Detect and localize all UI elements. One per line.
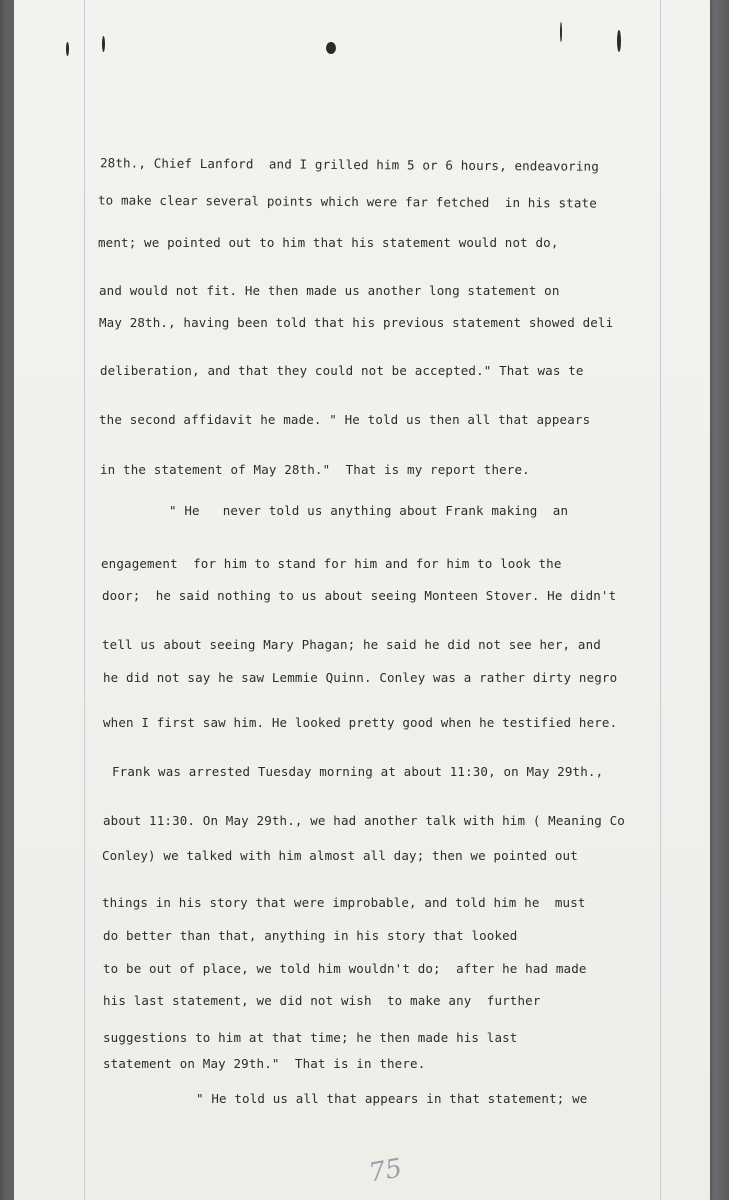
right-margin-rule xyxy=(660,0,661,1200)
text-line: in the statement of May 28th." That is my report there. xyxy=(100,462,530,477)
text-line: ment; we pointed out to him that his statement would not do, xyxy=(98,235,559,250)
left-margin-rule xyxy=(84,0,85,1200)
binding-mark xyxy=(102,36,105,52)
typewritten-page xyxy=(14,0,710,1200)
text-line: May 28th., having been told that his previous statement showed deli xyxy=(99,315,614,330)
binding-mark xyxy=(560,22,562,42)
text-line: " He never told us anything about Frank making an xyxy=(169,503,569,518)
text-line: suggestions to him at that time; he then made his last xyxy=(103,1030,518,1045)
text-line: when I first saw him. He looked pretty good when he testified here. xyxy=(103,715,618,730)
text-line: he did not say he saw Lemmie Quinn. Conley was a rather dirty negro xyxy=(103,670,618,685)
text-line: Conley) we talked with him almost all day; then we pointed out xyxy=(102,848,578,863)
binding-hole xyxy=(326,42,336,54)
text-line: do better than that, anything in his story that looked xyxy=(103,928,518,943)
text-line: tell us about seeing Mary Phagan; he said he did not see her, and xyxy=(102,637,601,652)
text-line: " He told us all that appears in that statement; we xyxy=(196,1091,588,1106)
text-line: his last statement, we did not wish to make any further xyxy=(103,993,541,1008)
text-line: door; he said nothing to us about seeing Monteen Stover. He didn't xyxy=(102,588,617,603)
binding-mark xyxy=(617,30,621,52)
text-line: the second affidavit he made. " He told us then all that appears xyxy=(99,412,591,427)
binding-mark xyxy=(66,42,69,56)
text-line: 28th., Chief Lanford and I grilled him 5 or 6 hours, endeavoring xyxy=(99,155,599,174)
text-line: engagement for him to stand for him and for him to look the xyxy=(101,556,562,571)
text-line: deliberation, and that they could not be accepted." That was te xyxy=(100,363,584,378)
text-line: and would not fit. He then made us another long statement on xyxy=(99,283,560,298)
text-line: statement on May 29th." That is in there. xyxy=(103,1056,426,1071)
text-line: Frank was arrested Tuesday morning at about 11:30, on May 29th., xyxy=(112,764,604,779)
text-line: to make clear several points which were far fetched in his state xyxy=(97,192,597,211)
text-line: to be out of place, we told him wouldn't do; after he had made xyxy=(103,961,587,976)
text-line: things in his story that were improbable, and told him he must xyxy=(102,895,586,910)
page-number: 75 xyxy=(366,1153,405,1189)
text-line: about 11:30. On May 29th., we had another talk with him ( Meaning Co xyxy=(103,813,625,828)
